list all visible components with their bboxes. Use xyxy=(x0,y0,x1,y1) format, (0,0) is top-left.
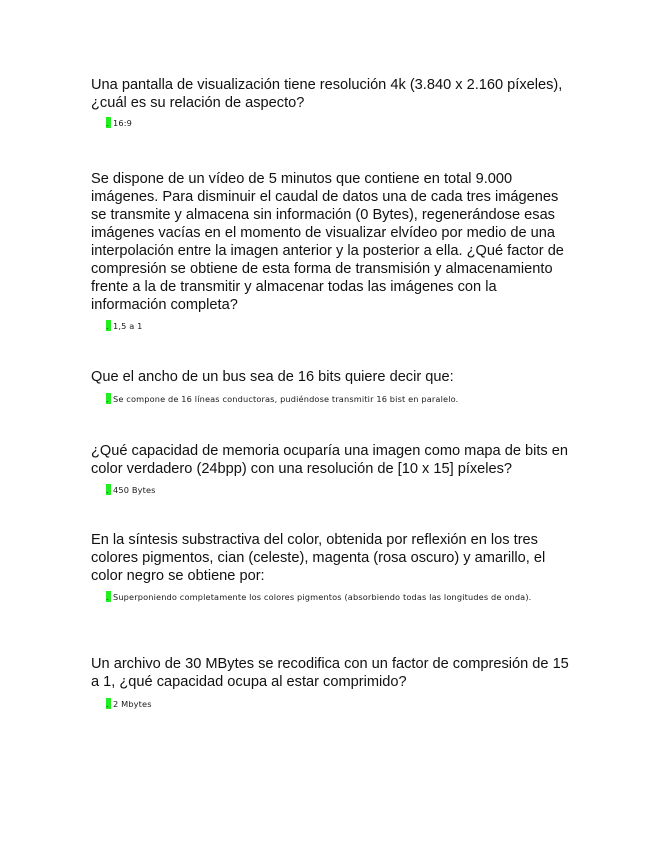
answer-text: Se compone de 16 líneas conductoras, pudiéndose transmitir 16 bist en paralelo. xyxy=(113,394,459,404)
answer-highlight-marker xyxy=(106,484,111,495)
question-block-3 xyxy=(91,368,569,406)
question-text: Se dispone de un vídeo de 5 minutos que contiene en total 9.000 imágenes. Para disminuir el caudal de datos una de cada tres imágenes se transmite y almacena sin información (0 Bytes), regenerándose esas imágenes vacías en el momento de visualizar elvídeo por medio de una interpolación entre la imagen anterior y la posterior a ella. ¿Qué factor de compresión se obtiene de esta forma de transmisión y almacenamiento frente a la de transmitir y almacenar todas las imágenes con la información completa? xyxy=(91,171,564,313)
answer-line xyxy=(106,590,561,604)
answer-highlight-marker xyxy=(106,117,111,128)
question-text: Un archivo de 30 MBytes se recodifica con un factor de compresión de 15 a 1, ¿qué capacidad ocupa al estar comprimido? xyxy=(91,656,569,690)
answer-line xyxy=(106,392,569,406)
question-block-5 xyxy=(91,531,569,604)
answer-highlight-marker xyxy=(106,698,111,709)
question-block-6 xyxy=(91,655,569,711)
answer-line xyxy=(106,483,569,497)
answer-line xyxy=(106,697,569,711)
answer-highlight-marker xyxy=(106,320,111,331)
answer-text: Superponiendo completamente los colores pigmentos (absorbiendo todas las longitudes de onda). xyxy=(113,592,532,602)
answer-text: 2 Mbytes xyxy=(113,699,152,709)
question-text: Una pantalla de visualización tiene resolución 4k (3.840 x 2.160 píxeles), ¿cuál es su relación de aspecto? xyxy=(91,77,563,111)
question-text: En la síntesis substractiva del color, obtenida por reflexión en los tres colores pigmentos, cian (celeste), magenta (rosa oscuro) y amarillo, el color negro se obtiene por: xyxy=(91,532,546,584)
answer-line xyxy=(106,116,569,130)
answer-text: 16:9 xyxy=(113,118,132,128)
answer-highlight-marker xyxy=(106,591,111,602)
question-text: Que el ancho de un bus sea de 16 bits quiere decir que: xyxy=(91,369,454,385)
question-text: ¿Qué capacidad de memoria ocuparía una imagen como mapa de bits en color verdadero (24bpp) con una resolución de [10 x 15] píxeles? xyxy=(91,443,569,477)
question-block-1 xyxy=(91,76,569,130)
answer-text: 1,5 a 1 xyxy=(113,321,143,331)
question-block-2 xyxy=(91,170,569,333)
answer-highlight-marker xyxy=(106,393,111,404)
question-block-4 xyxy=(91,442,569,497)
answer-line xyxy=(106,319,569,333)
answer-text: 450 Bytes xyxy=(113,485,156,495)
